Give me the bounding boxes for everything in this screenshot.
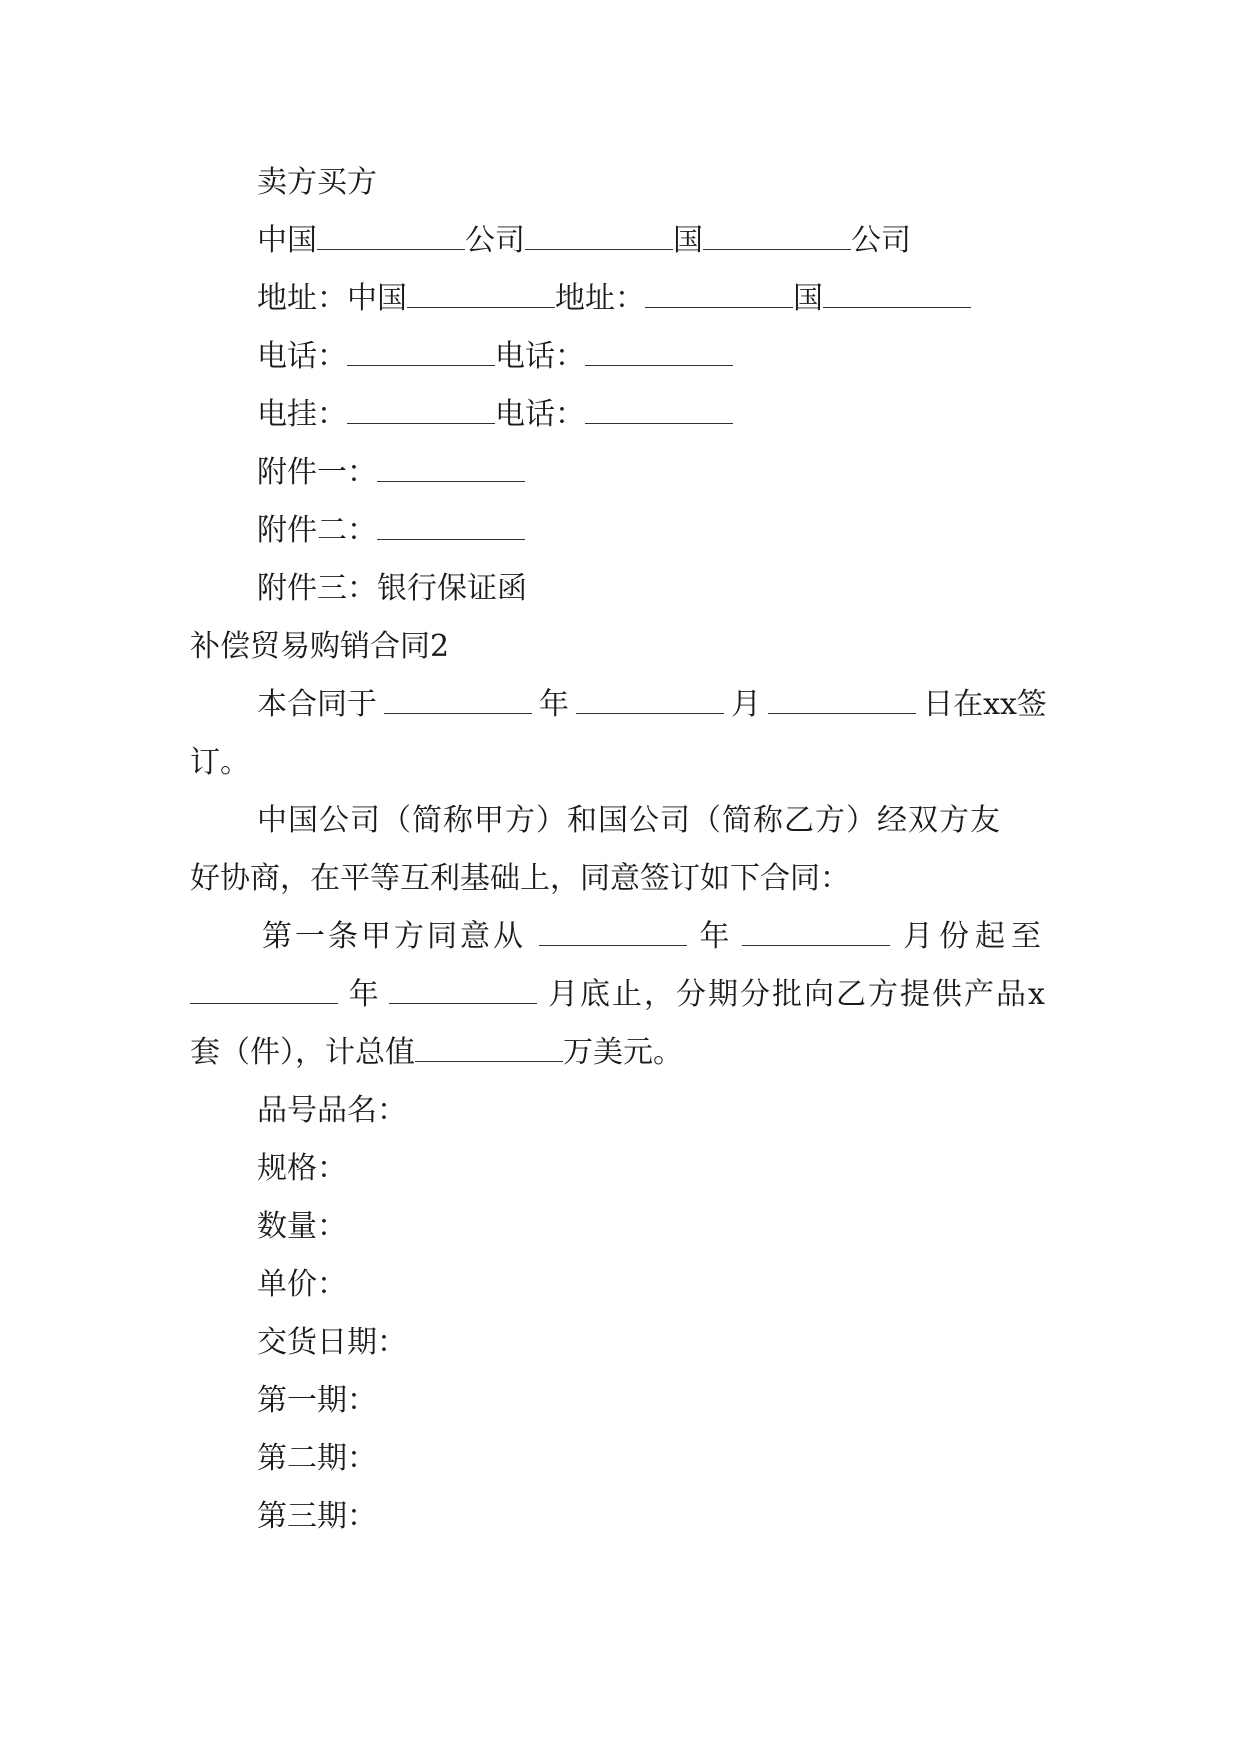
- intro-line-1: [257, 801, 1001, 841]
- address-text: 国: [793, 281, 823, 316]
- blank-field[interactable]: [377, 512, 525, 540]
- attachment-label: 附件三：银行保证函: [257, 571, 527, 606]
- cable-label: 电挂：: [257, 397, 347, 432]
- attachment-1-line: [257, 453, 525, 493]
- phone-label: 电话：: [495, 339, 585, 374]
- signed-text: 订。: [190, 745, 250, 780]
- phone-label: 电话：: [495, 397, 585, 432]
- party-text: 中国: [257, 223, 317, 258]
- contract-heading: [190, 627, 449, 667]
- field-phase-2: [257, 1439, 377, 1479]
- signed-line-cont: [190, 743, 250, 783]
- article-text: 第一条甲方同意从: [262, 919, 526, 954]
- field-unit-price: [257, 1265, 347, 1305]
- blank-field[interactable]: [539, 918, 687, 946]
- field-phase-3: [257, 1497, 377, 1537]
- blank-field[interactable]: [347, 338, 495, 366]
- party-text: 国: [673, 223, 703, 258]
- field-spec: [257, 1149, 347, 1189]
- address-label: 地址：: [555, 281, 645, 316]
- attachment-label: 附件一：: [257, 455, 377, 490]
- blank-field[interactable]: [377, 454, 525, 482]
- attachment-3-line: [257, 569, 527, 609]
- intro-text: 中国公司（简称甲方）和国公司（简称乙方）经双方友: [257, 803, 1001, 838]
- blank-field[interactable]: [823, 280, 971, 308]
- blank-field[interactable]: [585, 396, 733, 424]
- blank-field[interactable]: [384, 686, 532, 714]
- signed-line: [257, 685, 1047, 725]
- blank-field[interactable]: [525, 222, 673, 250]
- attachment-2-line: [257, 511, 525, 551]
- blank-field[interactable]: [415, 1034, 563, 1062]
- attachment-label: 附件二：: [257, 513, 377, 548]
- blank-field[interactable]: [389, 976, 537, 1004]
- blank-field[interactable]: [576, 686, 724, 714]
- field-label: 第三期：: [257, 1499, 377, 1534]
- phone-line: [257, 337, 733, 377]
- cable-line: [257, 395, 733, 435]
- blank-field[interactable]: [585, 338, 733, 366]
- field-phase-1: [257, 1381, 377, 1421]
- field-label: 交货日期：: [257, 1325, 407, 1360]
- year-text: 年: [699, 919, 730, 954]
- blank-field[interactable]: [645, 280, 793, 308]
- field-quantity: [257, 1207, 347, 1247]
- field-label: 第二期：: [257, 1441, 377, 1476]
- blank-field[interactable]: [768, 686, 916, 714]
- blank-field[interactable]: [317, 222, 465, 250]
- blank-field[interactable]: [347, 396, 495, 424]
- party-text: 公司: [465, 223, 525, 258]
- article-text: 月份起至: [903, 919, 1047, 954]
- article-text: 套（件），计总值: [190, 1035, 415, 1070]
- blank-field[interactable]: [703, 222, 851, 250]
- parties-line: [257, 221, 911, 261]
- seller-buyer-line: [257, 163, 377, 203]
- signed-text: 本合同于: [257, 687, 377, 722]
- article-1-line-2: [190, 975, 1047, 1015]
- year-text: 年: [348, 977, 379, 1012]
- party-text: 公司: [851, 223, 911, 258]
- seller-buyer-text: 卖方买方: [257, 165, 377, 200]
- address-label: 地址：中国: [257, 281, 407, 316]
- day-text: 日在xx签: [923, 687, 1047, 722]
- intro-line-2: [190, 859, 850, 899]
- field-label: 规格：: [257, 1151, 347, 1186]
- article-1-line-1: [262, 917, 1047, 957]
- article-text: 月底止，分期分批向乙方提供产品x: [548, 977, 1047, 1012]
- blank-field[interactable]: [407, 280, 555, 308]
- article-1-line-3: [190, 1033, 683, 1073]
- address-line: [257, 279, 971, 319]
- intro-text: 好协商，在平等互利基础上，同意签订如下合同：: [190, 861, 850, 896]
- field-label: 数量：: [257, 1209, 347, 1244]
- field-delivery-date: [257, 1323, 407, 1363]
- phone-label: 电话：: [257, 339, 347, 374]
- field-label: 品号品名：: [257, 1093, 407, 1128]
- heading-text: 补偿贸易购销合同2: [190, 629, 450, 664]
- blank-field[interactable]: [190, 976, 338, 1004]
- blank-field[interactable]: [742, 918, 890, 946]
- article-text: 万美元。: [563, 1035, 683, 1070]
- month-text: 月: [731, 687, 762, 722]
- field-label: 单价：: [257, 1267, 347, 1302]
- year-text: 年: [539, 687, 570, 722]
- field-label: 第一期：: [257, 1383, 377, 1418]
- field-product-name: [257, 1091, 407, 1131]
